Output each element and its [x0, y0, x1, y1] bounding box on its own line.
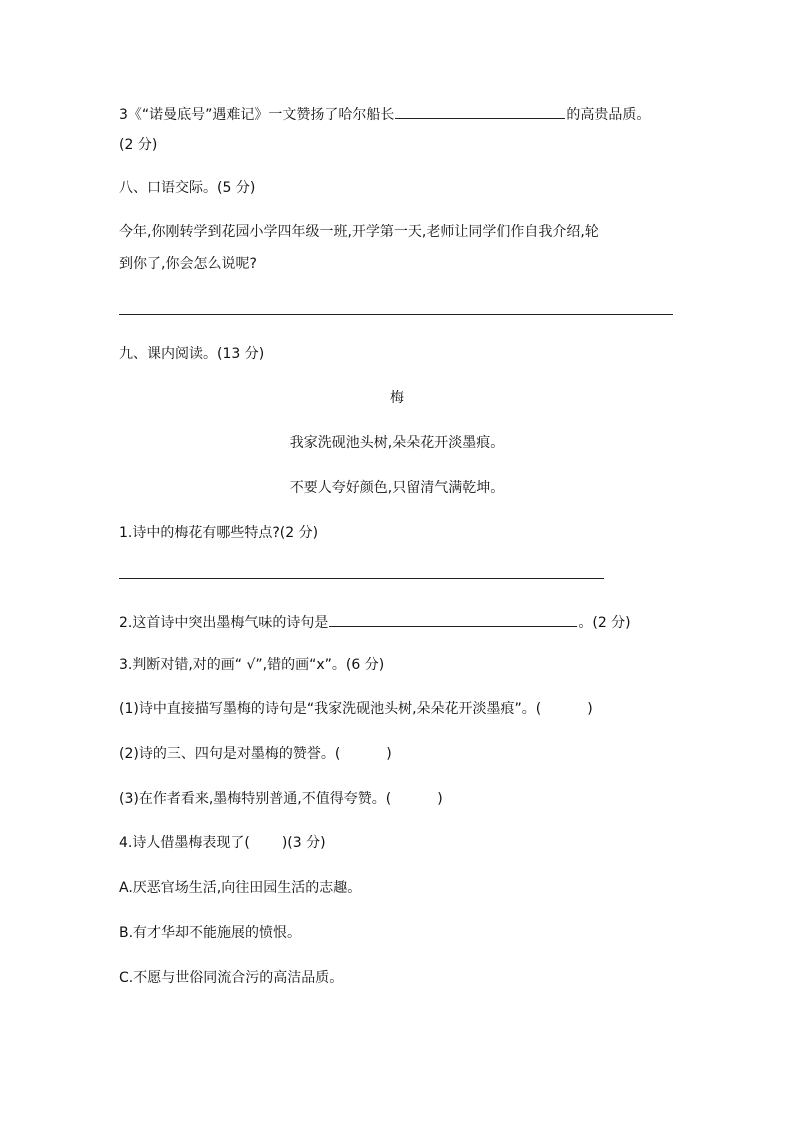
- poem-title: 梅: [390, 390, 404, 406]
- section8-heading: 八、口语交际。(5 分): [119, 180, 256, 196]
- close-paren: ): [437, 791, 443, 807]
- question-2: [119, 611, 631, 633]
- q3-fill-sentence: [119, 103, 650, 125]
- question-4-before: 4.诗人借墨梅表现了(: [119, 835, 250, 851]
- section8-answer-line[interactable]: [119, 314, 673, 315]
- question-3: 3.判断对错,对的画“ √”,错的画“x”。(6 分): [119, 657, 385, 673]
- close-paren: ): [587, 701, 593, 717]
- option-c: C.不愿与世俗同流合污的高洁品质。: [119, 970, 344, 986]
- q3-score: (2 分): [119, 137, 158, 153]
- question-1: 1.诗中的梅花有哪些特点?(2 分): [119, 525, 319, 541]
- section9-heading: 九、课内阅读。(13 分): [119, 346, 265, 362]
- question-2-before: 2.这首诗中突出墨梅气味的诗句是: [119, 615, 329, 631]
- poem-line1: 我家洗砚池头树,朵朵花开淡墨痕。: [289, 435, 505, 451]
- option-b: B.有才华却不能施展的愤恨。: [119, 925, 302, 941]
- q3-answer-blank[interactable]: [395, 103, 565, 119]
- poem-line2: 不要人夸好颜色,只留清气满乾坤。: [289, 480, 505, 496]
- q3-fill-after: 的高贵品质。: [566, 107, 651, 123]
- question-4-after: )(3 分): [281, 835, 326, 851]
- question-3-item: [119, 699, 593, 719]
- question-4: [119, 833, 326, 853]
- question-2-after: 。(2 分): [578, 615, 631, 631]
- q3-fill-before: 3《“诺曼底号”遇难记》一文赞扬了哈尔船长: [119, 107, 395, 123]
- question-3-item: [119, 744, 392, 764]
- question-3-item: [119, 789, 443, 809]
- question-3-item-text: (2)诗的三、四句是对墨梅的赞誉。(: [119, 746, 341, 762]
- section8-prompt-line2: 到你了,你会怎么说呢?: [119, 256, 257, 272]
- question-2-answer-blank[interactable]: [329, 611, 577, 627]
- option-a: A.厌恶官场生活,向往田园生活的志趣。: [119, 880, 362, 896]
- close-paren: ): [386, 746, 392, 762]
- question-3-item-text: (1)诗中直接描写墨梅的诗句是“我家洗砚池头树,朵朵花开淡墨痕”。(: [119, 701, 542, 717]
- question-3-item-text: (3)在作者看来,墨梅特别普通,不值得夸赞。(: [119, 791, 392, 807]
- section8-prompt-line1: 今年,你刚转学到花园小学四年级一班,开学第一天,老师让同学们作自我介绍,轮: [119, 224, 599, 240]
- question-1-answer-line[interactable]: [119, 578, 604, 579]
